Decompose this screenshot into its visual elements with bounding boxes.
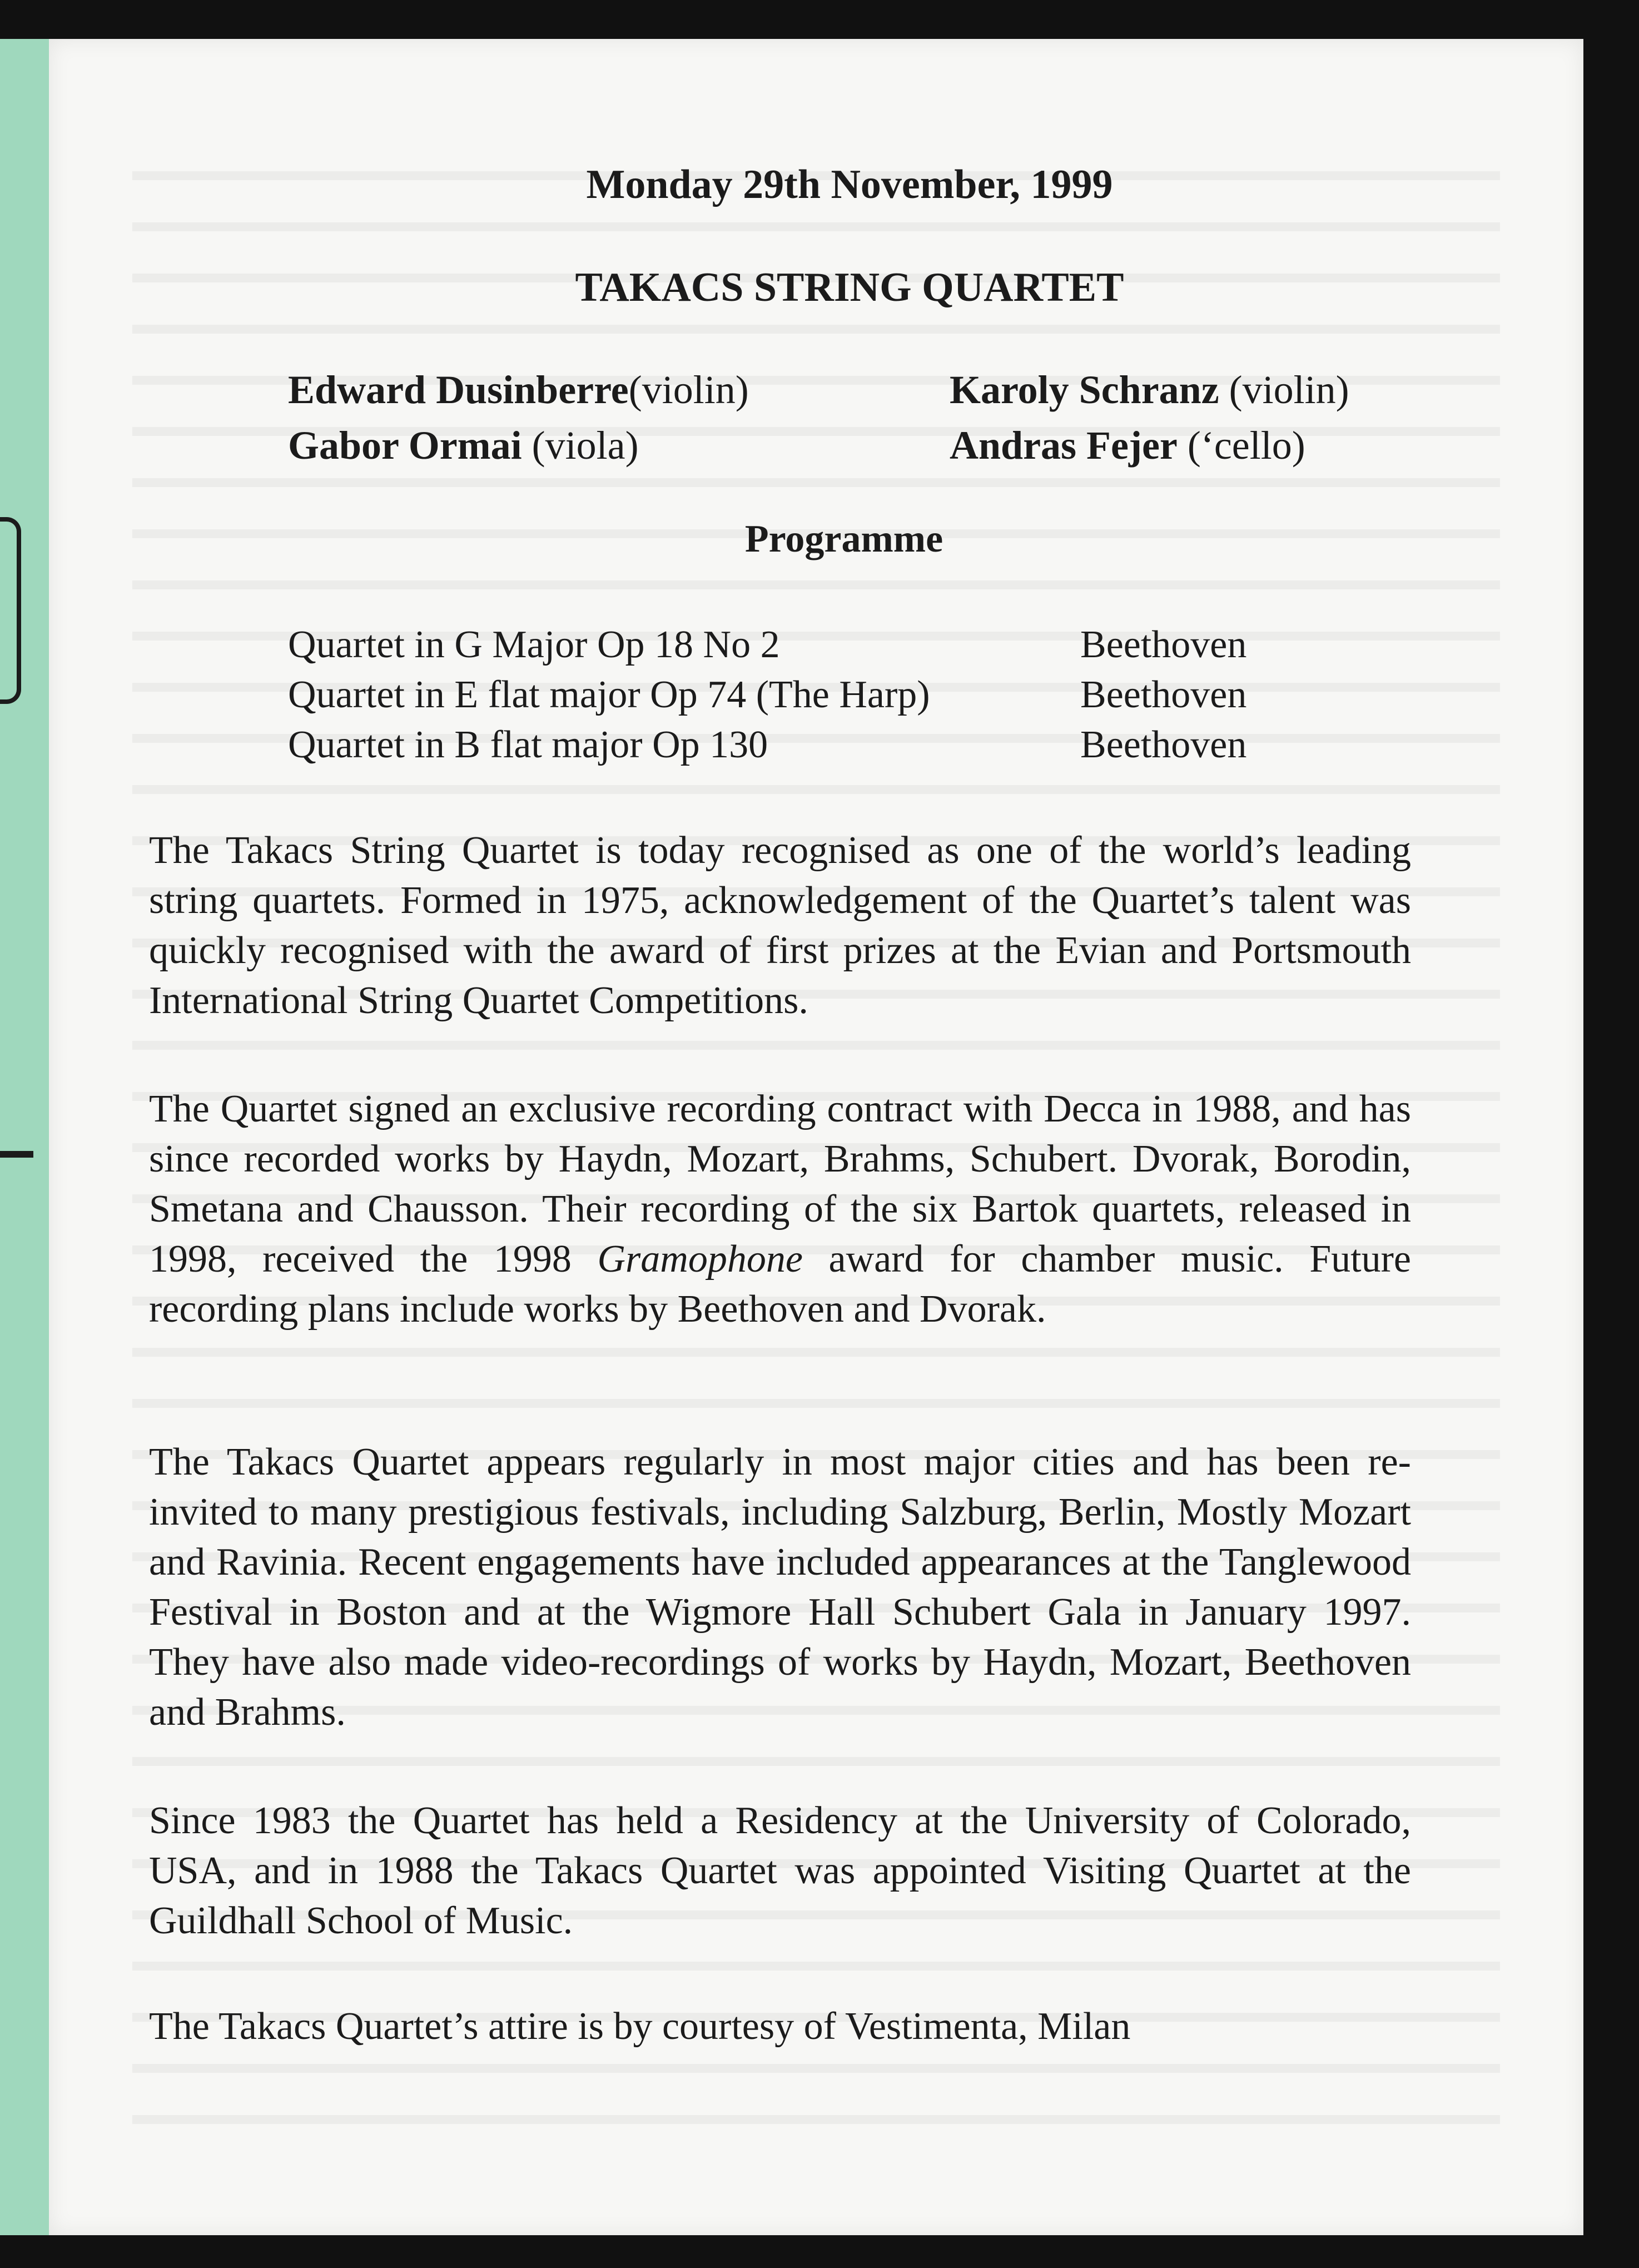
paragraph-text: The Quartet signed an exclusive recording contract with Decca in 1988, and has since recorded works by Haydn, Mozart, Brahms, Schubert. Dvorak, Borodin, Smetana and Chausson. Their recording of the six Bartok quartets, released in 1998, received the 1998 <box>149 1088 1411 1281</box>
programme-composer: Beethoven <box>1080 723 1247 766</box>
programme-work: Quartet in G Major Op 18 No 2 <box>288 623 780 666</box>
performer-instrument: (‘cello) <box>1177 423 1305 468</box>
performer-1 <box>288 367 749 413</box>
cover-mark <box>0 1151 33 1158</box>
concert-date: Monday 29th November, 1999 <box>586 162 1113 207</box>
programme-heading: Programme <box>744 518 943 560</box>
cover-binding-tab <box>0 517 21 704</box>
programme-page <box>49 39 1583 2235</box>
ensemble-title: TAKACS STRING QUARTET <box>575 265 1124 310</box>
biography-paragraph-3: The Takacs Quartet appears regularly in most major cities and has been re-invited to many prestigious festivals, including Salzburg, Berlin, Mostly Mozart and Ravinia. Recent engagements have included appearances at the Tanglewood Festival in Boston and at the Wigmore Hall Schubert Gala in January 1997. They have also made video-recordings of works by Haydn, Mozart, Beethoven and Brahms. <box>149 1441 1411 1734</box>
performer-name: Karoly Schranz <box>950 368 1219 412</box>
performer-instrument: (violin) <box>1219 368 1349 412</box>
performer-name: Edward Dusinberre <box>288 368 629 412</box>
paragraph-text: award for chamber music. Future recording plans include works by Beethoven and Dvorak. <box>149 1238 1411 1331</box>
performer-3 <box>288 423 639 469</box>
performer-4 <box>950 423 1305 469</box>
performer-instrument: (viola) <box>522 423 639 468</box>
programme-composer: Beethoven <box>1080 623 1247 666</box>
magazine-title: Gramophone <box>597 1238 803 1281</box>
biography-paragraph-1: The Takacs String Quartet is today recognised as one of the world’s leading string quartets. Formed in 1975, acknowledgement of the Quartet’s talent was quickly recognised with the award of first prizes at the Evian and Portsmouth International String Quartet Competitions. <box>149 829 1411 1022</box>
performer-name: Andras Fejer <box>950 423 1178 468</box>
programme-composer: Beethoven <box>1080 673 1247 716</box>
attire-credit: The Takacs Quartet’s attire is by courtesy of Vestimenta, Milan <box>149 2005 1131 2048</box>
programme-work: Quartet in E flat major Op 74 (The Harp) <box>288 673 930 716</box>
biography-paragraph-4: Since 1983 the Quartet has held a Residency at the University of Colorado, USA, and in 1988 the Takacs Quartet was appointed Visiting Quartet at the Guildhall School of Music. <box>149 1799 1411 1942</box>
performer-instrument: (violin) <box>628 368 749 412</box>
performer-2 <box>950 367 1349 413</box>
performer-name: Gabor Ormai <box>288 423 522 468</box>
biography-paragraph-2 <box>149 1084 1411 1334</box>
programme-work: Quartet in B flat major Op 130 <box>288 723 768 766</box>
